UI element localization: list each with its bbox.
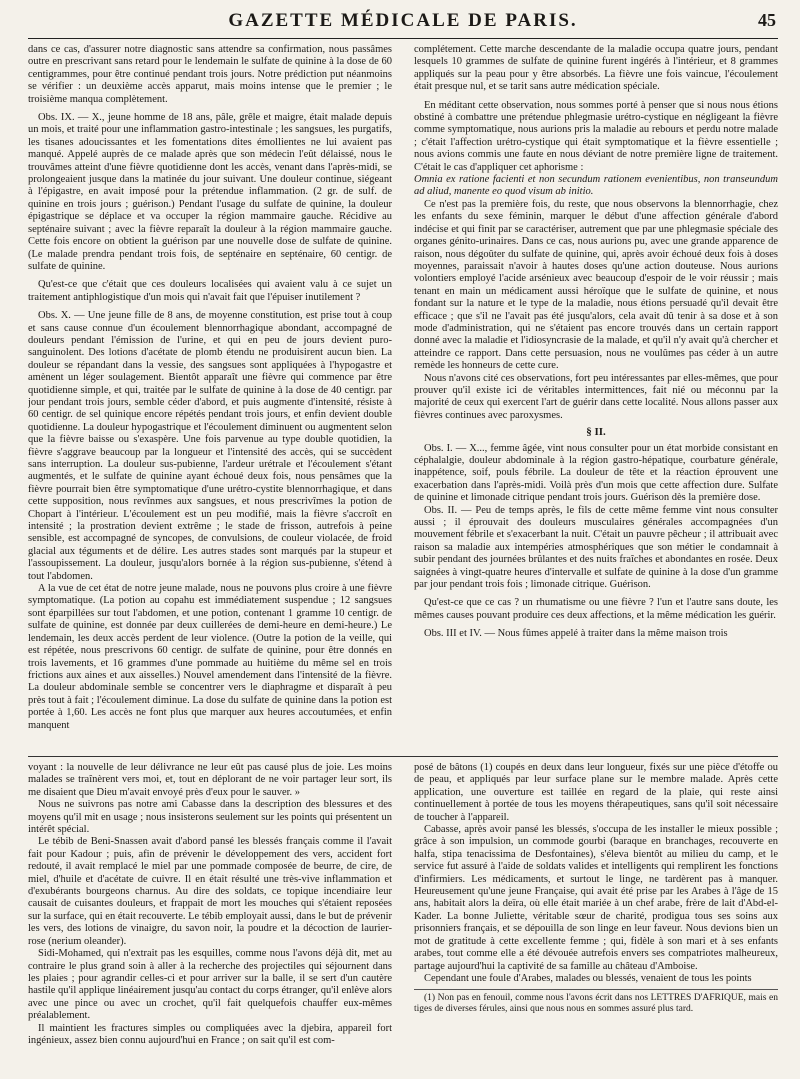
page-number: 45 bbox=[758, 10, 776, 30]
paragraph: posé de bâtons (1) coupés en deux dans leur longueur, fixés sur une pièce d'étoffe ou de peau, et appliqués par leur surface plane sur le membre malade. Après cette application, une ouverture est taillée en regard de la plaie, qui reste ainsi continuellement à portée de tous les moyens thérapeutiques, sans qu'il soit nécessaire de toucher à l'appareil. bbox=[414, 762, 778, 823]
paragraph: Il maintient les fractures simples ou compliquées avec la djebira, appareil fort ingénieux, assez bien connu aujourd'hui en France ; on sait qu'il est com- bbox=[28, 1022, 392, 1046]
paragraph: Nous n'avons cité ces observations, fort peu intéressantes par elles-mêmes, que pour prouver qu'il existe ici de véritables intermittences, fait nié ou méconnu par la majorité de ceux qui exercent l'art de guérir dans cette localité. Nous allons passer aux fièvres continues avec paroxysmes. bbox=[414, 372, 778, 421]
lower-left-column bbox=[28, 762, 392, 1078]
upper-left-column bbox=[28, 44, 392, 752]
paragraph: Nous ne suivrons pas notre ami Cabasse dans la description des blessures et des moyens qu'il mit en usage ; nous insisterons seulement sur les points qui présentent un intérêt spécial. bbox=[28, 799, 392, 836]
aphorism-text: Omnia ex ratione facienti et non secundum rationem evenientibus, non transeundum ad aliud, manente eo quod visum ab initio. bbox=[414, 174, 778, 198]
paragraph: Cabasse, après avoir pansé les blessés, s'occupa de les installer le mieux possible ; grâce à son impulsion, un commode gourbi (baraque en branchages, recouverte en halfa, stipa tenacissima de Desfontaines), s'éleva bientôt au milieu du camp, et le service fut assuré à l'aide de soldats valides et intelligents qui remplirent les fonctions d'infirmiers. Les médicaments, et surtout le linge, ne tardèrent pas à manquer. Heureusement qu'une jeune Française, qui avait été prise par les Arabes à l'âge de 15 ans, habitait alors la deïra, où elle était mariée à un chef arabe, frère de lait d'Abd-el-Kader. La bonne Juliette, véritable sœur de charité, prodigua tous ses soins aux prisonniers français, et se dépouilla de son linge en leur faveur. Nous devions bien un mot de gratitude à cette excellente femme ; qui, fidèle à son mari et à ses enfants arabes, tout comme elle a été dévouée autrefois envers ses compatriotes malheureux, partage aujourd'hui la captivité de sa famille au château d'Amboise. bbox=[414, 824, 778, 972]
paragraph: En méditant cette observation, nous sommes porté à penser que si nous nous étions obstiné à combattre une prétendue phlegmasie urétro-cystique en négligeant la fièvre comme symptomatique, nous aurions pris la maladie au rebours et perdu notre malade ; c'était l'affection urétro-cystique qui était symptomatique et la fièvre essentielle ; nous avions commis une faute en nous déviant de notre première ligne de traitement. C'était le cas d'appliquer cet aphorisme : bbox=[414, 99, 778, 173]
footnote: (1) Non pas en fenouil, comme nous l'avons écrit dans nos LETTRES D'AFRIQUE, mais en tiges de diverses férules, ainsi que nous nous en sommes assuré plus tard. bbox=[414, 989, 778, 1015]
section-heading: § II. bbox=[586, 426, 606, 439]
paragraph: A la vue de cet état de notre jeune malade, nous ne pouvons plus croire à une fièvre symptomatique. (La potion au copahu est immédiatement suspendue ; 12 sangsues sont éparpillées sur tout l'abdomen, et une potion, contenant 1 gramme 10 centigr. de sulfate de quinine, est donnée par deux cuillerées de demi-heure en demi-heure.) Le lendemain, les deux accès perdent de leur violence. (Outre la potion de la veille, qui est répétée, nous prescrivons 60 centigr. de sulfate de quinine, pour être donnés en trois lavements, et 16 grammes d'une pommade au huitième du même sel en trois frictions aux aines et aux aisselles.) Nouvel amendement dans l'intensité de la fièvre. La douleur abdominale semble se concentrer vers le diaphragme et disparaît à peu près tout à fait ; l'écoulement diminue. La dose du sulfate de quinine dans la potion est portée à 1,60. Les accès ne font plus que marquer aux heures accoutumées, et enfin manquent bbox=[28, 583, 392, 731]
observation-iii-iv: Obs. III et IV. — Nous fûmes appelé à traiter dans la même maison trois bbox=[424, 628, 728, 640]
latin-aphorism bbox=[414, 174, 778, 199]
lower-right-column bbox=[414, 762, 778, 1078]
observation-x: Obs. X. — Une jeune fille de 8 ans, de moyenne constitution, est prise tout à coup et sans cause connue d'un écoulement blennorrhagique abondant, accompagné de douleurs pendant l'émission de l'urine, et qui en peu de jours devient puro-sanguinolent. Des lotions d'acétate de plomb étendu ne produisirent aucun bien. La douleur se répandant dans la vessie, des sangsues sont appliquées à l'hypogastre et amènent un léger soulagement. Bientôt apparaît une fièvre qui commence par être quotidienne simple, et qui, traitée par le sulfate de quinine à la dose de 40 centigr. par jour pendant trois jours, semble céder d'abord, et puis augmente d'intensité, résiste à 60 centigr. de sel quinique encore répétés pendant trois jours, et enfin devient double quotidienne. La douleur hypogastrique et l'écoulement diminuent ou augmentent selon que la fièvre baisse ou s'exaspère. Une fois parvenue au type double quotidien, la fièvre s'aggrave beaucoup par la longueur et l'intensité des accès, qui se succèdent sans interruption. La douleur sus-pubienne, l'ardeur urétrale et l'écoulement s'étant augmentés, et le sulfate de quinine ayant échoué deux fois, nous pensâmes que la fièvre pourrait bien être symptomatique d'une urétro-cystite blennorrhagique, et dans cette supposition, nous revînmes aux sangsues, et nous prescrivîmes la potion de Chopart à l'intérieur. L'écoulement est un peu modifié, mais la fièvre s'accroît en intensité ; la prostration devient extrême ; le stade de frisson, autrefois à peine sensible, est accompagné de syncopes, de convulsions, de couleur violacée, de froid glacial aux téguments et de délire. Les autres stades sont marqués par la stupeur et l'assoupissement. La douleur, jusqu'alors bornée à la région sus-pubienne, s'étend à tout l'abdomen. bbox=[28, 310, 392, 582]
section-divider bbox=[28, 756, 778, 757]
paragraph: voyant : la nouvelle de leur délivrance ne leur eût pas causé plus de joie. Les moins malades se traînèrent vers moi, et, tout en déplorant de ne voir partager leur sort, ils me disaient que Dieu m'avait envoyé près d'eux pour le sauver. » bbox=[28, 762, 392, 798]
paragraph: complétement. Cette marche descendante de la maladie occupa quatre jours, pendant lesquels 10 grammes de sulfate de quinine furent ingérés à l'intérieur, et 8 grammes appliqués sur la peau pour y être absorbés. La fièvre une fois vaincue, l'écoulement était presque nul, et se tarit sans autre médication spéciale. bbox=[414, 44, 778, 93]
paragraph: Qu'est-ce que ce cas ? un rhumatisme ou une fièvre ? l'un et l'autre sans doute, les mêmes causes pouvant produire ces deux affections, et la même médication les guérir. bbox=[414, 597, 778, 621]
masthead bbox=[28, 8, 778, 39]
paragraph: Le tébib de Beni-Snassen avait d'abord pansé les blessés français comme il l'avait fait pour Kadour ; puis, afin de prévenir le développement des vers, accident fort redouté, il avait remplacé le miel par une pommade composée de beurre, de cire, de miel, d'huile et d'acétate de cuivre. Il en était résulté une très-vive inflammation et d'exubérants bourgeons charnus. Au dire des soldats, ce topique incendiaire leur causait de cuisantes douleurs, et frappait de mort les mouches qui s'étaient reposées sur la surface, qui en était recouverte. Le tébib employait aussi, dans le but de prévenir les vers, des lotions de vinaigre, du savon noir, la poudre et la décoction de laurier-rose (nerium oleander). bbox=[28, 836, 392, 947]
paragraph: Qu'est-ce que c'était que ces douleurs localisées qui avaient valu à ce sujet un traitement antiphlogistique d'un mois qui n'avait fait que l'épuiser inutilement ? bbox=[28, 279, 392, 303]
paragraph: dans ce cas, d'assurer notre diagnostic sans attendre sa confirmation, nous passâmes outre en prescrivant sans retard pour le lendemain le sulfate de quinine à la dose de 60 centigrammes, pour être continué pendant trois jours. Notre prédiction put néanmoins se vérifier : un deuxième accès apparut, mais moins intense que le premier ; le troisième manqua complètement. bbox=[28, 44, 392, 105]
upper-right-column bbox=[414, 44, 778, 752]
paragraph: Sidi-Mohamed, qui n'extrait pas les esquilles, comme nous l'avons déjà dit, met au contraire le plus grand soin à aller à la recherche des projectiles qui séjournent dans les plaies ; pour agrandir celles-ci et pour arriver sur la balle, il se sert d'un cautère hastile qu'il applique linéairement jusqu'au contact du corps étranger, qu'il enlève alors avec une pince ou avec un crochet, qu'il fait quelquefois chauffer eux-mêmes préalablement. bbox=[28, 948, 392, 1022]
paragraph: Ce n'est pas la première fois, du reste, que nous observons la blennorrhagie, chez les enfants du sexe féminin, marquer le début d'une affection générale d'abord indécise et qui finit par se caractériser, autrement que par une phlegmasie spéciale des organes génito-urinaires. Dans ce cas, nous aurions pu, avec une grande apparence de raison, nous dégoûter du sulfate de quinine, qui, après avoir échoué deux fois à doses moyennes, paraissait n'avoir à hautes doses qu'une action douteuse. Nous aurions volontiers employé l'acide arsénieux avec beaucoup d'espoir de le voir réussir ; mais tenant en main un médicament aussi héroïque que le sulfate de quinine, et nous fondant sur la nature et le type de la maladie, nous étions persuadé qu'il devait être efficace ; que s'il ne l'avait pas été jusqu'alors, cela avait dû tenir à sa dose et à son mode d'administration, qui ne s'étaient pas encore trouvés dans un certain rapport donné avec la maladie et l'idiosyncrasie de la malade, et qu'il n'y avait qu'à chercher et atteindre ce rapport. Dans cette persuasion, nous ne voulûmes pas céder à un autre remède les honneurs de cette cure. bbox=[414, 198, 778, 372]
lower-section bbox=[28, 762, 778, 1078]
journal-title: GAZETTE MÉDICALE DE PARIS. bbox=[228, 10, 578, 31]
upper-section bbox=[28, 44, 778, 752]
observation-ii: Obs. II. — Peu de temps après, le fils de cette même femme vint nous consulter aussi ; il éprouvait des douleurs musculaires générales accompagnées d'un mouvement fébrile et s'exacerbant la nuit. C'était un pauvre pêcheur ; il attribuait avec raison sa maladie aux intempéries atmosphériques que son métier le condamnait à subir pendant des journées brûlantes et des nuits fraîches et abondantes en rosée. Deux saignées à vingt-quatre heures d'intervalle et sulfate de quinine à la dose d'un gramme par jour pendant trois fois ; limonade citrique. Guérison. bbox=[414, 504, 778, 591]
observation-ix: Obs. IX. — X., jeune homme de 18 ans, pâle, grêle et maigre, était malade depuis un mois, et traité pour une inflammation gastro-intestinale ; les sangsues, les purgatifs, les tisanes adoucissantes et les fomentations dites émollientes ne lui avaient pas manqué. Appelé auprès de ce malade après que son médecin l'eût délaissé, nous le trouvâmes atteint d'une fièvre quotidienne dont les accès, venant dans l'après-midi, se prolongeaient jusque dans la matinée du jour suivant. Une douleur continue, siégeant à l'épigastre, en avait imposé pour la prétendue inflammation. (2 gr. de sulf. de quinine en trois jours ; guérison.) Pendant l'usage du sulfate de quinine, la douleur épigastrique se déplace et va occuper la région mammaire gauche. Récidive au septénaire suivant ; avec la fièvre reparaît la douleur à la région mammaire gauche. Cette fois encore on obtient la guérison par une nouvelle dose de sulfate de quinine. (Le malade prendra pendant trois fois, de septénaire en septénaire, 60 centigr. de sulfate de quinine. bbox=[28, 112, 392, 272]
observation-i: Obs. I. — X..., femme âgée, vint nous consulter pour un état morbide consistant en céphalalgie, douleur abdominale à la région gastro-hépatique, courbature générale, inappétence, soif, pouls fébrile. La douleur de tête et la réaction éprouvent une exacerbation dans l'après-midi. Voilà près d'un mois que cette affection dure. Sulfate de quinine et limonade citrique pendant trois jours. Guérison dès la première dose. bbox=[414, 442, 778, 504]
paragraph: Cependant une foule d'Arabes, malades ou blessés, venaient de tous les points bbox=[424, 972, 752, 984]
